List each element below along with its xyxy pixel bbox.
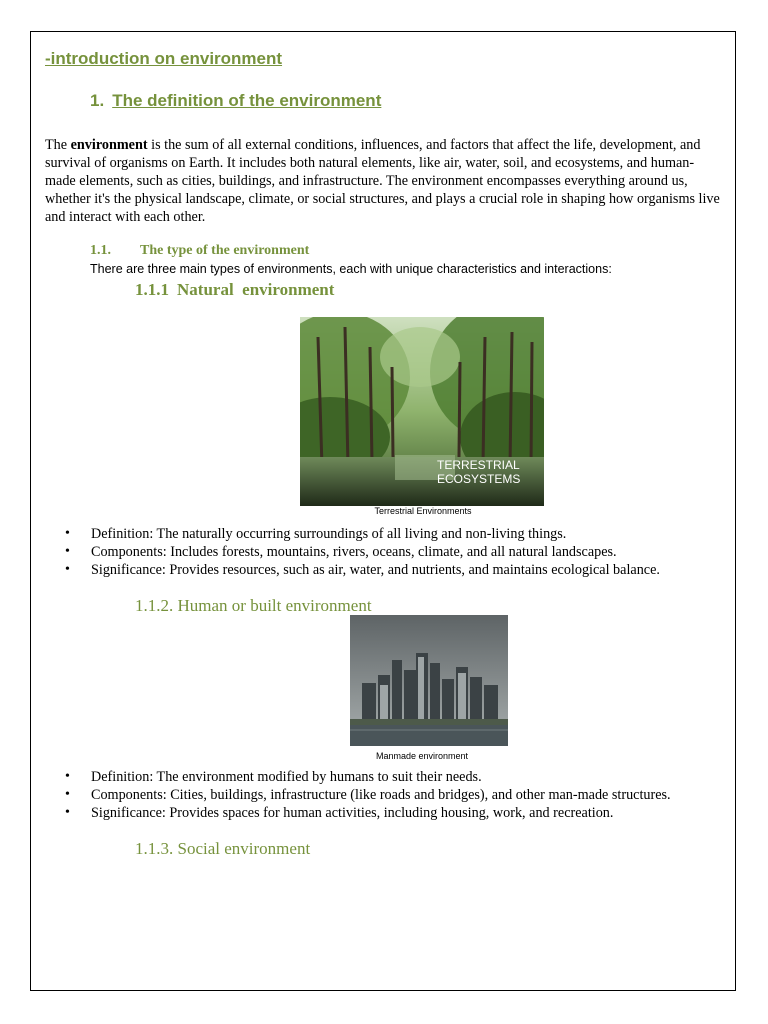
- section-1-1-title: The type of the environment: [140, 243, 310, 258]
- intro-before: The: [45, 137, 71, 153]
- built-image-caption: Manmade environment: [362, 751, 482, 761]
- natural-heading-number: 1.1.1: [135, 280, 169, 299]
- natural-bullet-list: [45, 525, 660, 579]
- section-1-heading: [90, 91, 381, 111]
- social-environment-heading: 1.1.3. Social environment: [135, 839, 311, 858]
- city-photo: [350, 615, 508, 746]
- list-item: • Components: Cities, buildings, infrastructure (like roads and bridges), and other man-made structures.: [45, 786, 671, 804]
- overlay-line-1: TERRESTRIAL: [437, 458, 520, 472]
- section-1-number: 1.: [90, 91, 105, 110]
- section-1-1-heading: [90, 243, 309, 259]
- list-item: • Definition: The naturally occurring surroundings of all living and non-living things.: [45, 525, 660, 543]
- built-environment-heading: 1.1.2. Human or built environment: [135, 596, 372, 615]
- list-item: • Definition: The environment modified by humans to suit their needs.: [45, 768, 671, 786]
- list-item: • Components: Includes forests, mountains, rivers, oceans, climate, and all natural landscapes.: [45, 543, 660, 561]
- overlay-line-2: ECOSYSTEMS: [437, 472, 521, 486]
- natural-environment-heading: [135, 280, 334, 300]
- document-title: -introduction on environment: [45, 49, 283, 68]
- image-overlay-text: [437, 458, 520, 486]
- types-lead-sentence: There are three main types of environments, each with unique characteristics and interactions:: [90, 262, 612, 276]
- natural-heading-text: Natural environment: [177, 280, 335, 299]
- section-1-1-number: 1.1.: [90, 243, 111, 258]
- natural-image-caption: Terrestrial Environments: [363, 506, 483, 516]
- intro-after: is the sum of all external conditions, influences, and factors that affect the life, development, and survival of organisms on Earth. It includes both natural elements, like air, water, soil, and ecosystems, and human-made elements, such as cities, buildings, and infrastructure. The environment encompasses everything around us, whether it's the physical landscape, climate, or social structures, and plays a crucial role in shaping how organisms live and interact with each other.: [45, 137, 720, 225]
- manmade-environment-image: [350, 615, 508, 746]
- intro-paragraph: [45, 136, 721, 226]
- terrestrial-ecosystems-image: [300, 317, 544, 506]
- built-bullet-list: [45, 768, 671, 822]
- intro-bold-term: environment: [70, 137, 148, 153]
- section-1-title: The definition of the environment: [112, 91, 382, 110]
- list-item: • Significance: Provides spaces for human activities, including housing, work, and recreation.: [45, 804, 671, 822]
- list-item: • Significance: Provides resources, such as air, water, and nutrients, and maintains ecological balance.: [45, 561, 660, 579]
